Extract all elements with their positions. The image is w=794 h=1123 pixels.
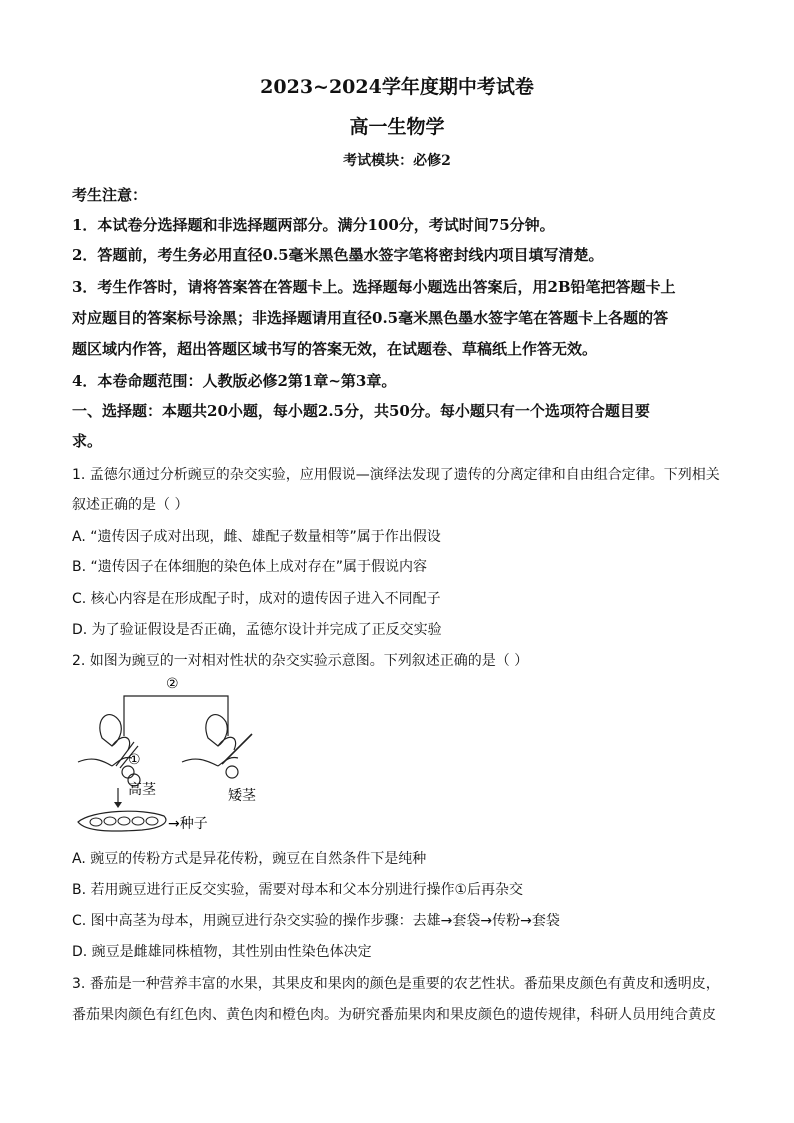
pea-pod-icon — [78, 811, 166, 831]
q1-option-b: B. “遗传因子在体细胞的染色体上成对存在”属于假说内容 — [72, 559, 428, 575]
notice-item-2: 2．答题前，考生务必用直径0.5毫米黑色墨水签字笔将密封线内项目填写清楚。 — [72, 246, 604, 264]
notice-item-3-line-3: 题区域内作答，超出答题区域书写的答案无效，在试题卷、草稿纸上作答无效。 — [72, 340, 598, 358]
q2-option-c: C. 图中高茎为母本，用豌豆进行杂交实验的操作步骤：去雄→套袋→传粉→套袋 — [72, 913, 560, 929]
section-heading-line-1: 一、选择题：本题共20小题，每小题2.5分，共50分。每小题只有一个选项符合题目要 — [72, 402, 650, 420]
q1-option-c: C. 核心内容是在形成配子时，成对的遗传因子进入不同配子 — [72, 591, 441, 607]
exam-subject: 高一生物学 — [349, 116, 445, 138]
q1-option-a: A. “遗传因子成对出现，雌、雄配子数量相等”属于作出假设 — [72, 529, 441, 545]
q2-option-a: A. 豌豆的传粉方式是异花传粉，豌豆在自然条件下是纯种 — [72, 851, 427, 867]
label-short-stem: 矮茎 — [228, 788, 256, 804]
left-flower-icon — [78, 715, 140, 786]
q2-stem: 2. 如图为豌豆的一对相对性状的杂交实验示意图。下列叙述正确的是（ ） — [72, 653, 529, 669]
q1-stem-line-1: 1. 孟德尔通过分析豌豆的杂交实验，应用假说—演绎法发现了遗传的分离定律和自由组合定律。下列相关 — [72, 467, 720, 483]
notice-item-3-line-2: 对应题目的答案标号涂黑；非选择题请用直径0.5毫米黑色墨水签字笔在答题卡上各题的答 — [72, 309, 669, 327]
label-seed: →种子 — [168, 816, 208, 832]
label-step-2: ② — [166, 676, 179, 692]
pea-cross-diagram — [72, 676, 272, 836]
notice-item-3-line-1: 3．考生作答时，请将答案答在答题卡上。选择题每小题选出答案后，用2B铅笔把答题卡上 — [72, 278, 676, 296]
notice-heading: 考生注意： — [72, 186, 148, 204]
q2-option-d: D. 豌豆是雌雄同株植物，其性别由性染色体决定 — [72, 944, 372, 960]
q2-option-b: B. 若用豌豆进行正反交实验，需要对母本和父本分别进行操作①后再杂交 — [72, 882, 524, 898]
section-heading-line-2: 求。 — [72, 432, 103, 450]
label-tall-stem: 高茎 — [128, 782, 156, 798]
pea-cross-figure — [72, 676, 272, 836]
q1-option-d: D. 为了验证假设是否正确，孟德尔设计并完成了正反交实验 — [72, 622, 442, 638]
q3-stem-line-2: 番茄果肉颜色有红色肉、黄色肉和橙色肉。为研究番茄果肉和果皮颜色的遗传规律，科研人员用纯合黄皮 — [72, 1007, 716, 1023]
label-step-1: ① — [128, 752, 141, 768]
q3-stem-line-1: 3. 番茄是一种营养丰富的水果，其果皮和果肉的颜色是重要的农艺性状。番茄果皮颜色有黄皮和透明皮， — [72, 976, 720, 992]
exam-title: 2023~2024学年度期中考试卷 — [260, 76, 534, 98]
exam-module: 考试模块：必修2 — [343, 153, 451, 169]
notice-item-1: 1．本试卷分选择题和非选择题两部分。满分100分，考试时间75分钟。 — [72, 216, 555, 234]
q1-stem-line-2: 叙述正确的是（ ） — [72, 497, 189, 513]
notice-item-4: 4．本卷命题范围：人教版必修2第1章~第3章。 — [72, 372, 397, 390]
right-flower-icon — [182, 715, 252, 778]
